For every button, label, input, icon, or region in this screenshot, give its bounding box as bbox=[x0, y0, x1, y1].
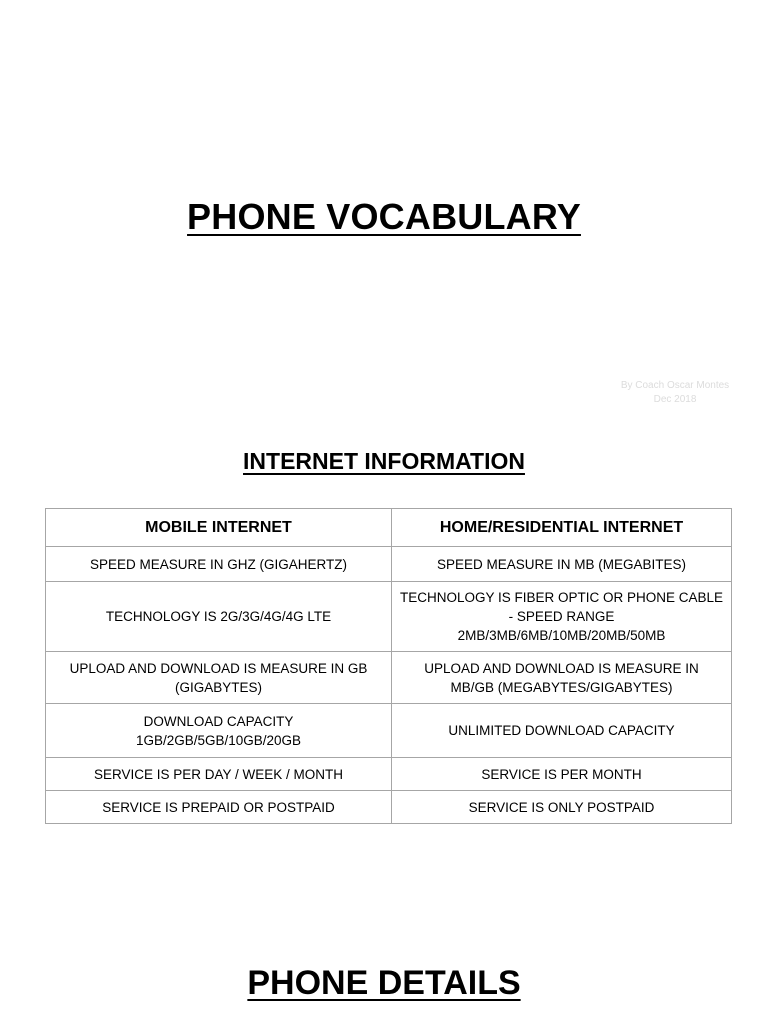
table-cell-home bbox=[392, 582, 732, 652]
table-cell-home bbox=[392, 547, 732, 582]
section-title-internet-information: INTERNET INFORMATION bbox=[243, 448, 525, 474]
author-byline bbox=[600, 379, 750, 407]
cell-text-line: SERVICE IS PER MONTH bbox=[481, 766, 642, 782]
author-date: Dec 2018 bbox=[653, 394, 697, 405]
cell-text-line: - SPEED RANGE bbox=[508, 609, 615, 624]
author-name: By Coach Oscar Montes bbox=[620, 380, 730, 391]
table-row bbox=[46, 652, 732, 704]
column-header-mobile-internet: MOBILE INTERNET bbox=[46, 509, 392, 547]
cell-text-line: UNLIMITED DOWNLOAD CAPACITY bbox=[448, 723, 675, 738]
cell-text-line: SPEED MEASURE IN GHZ (GIGAHERTZ) bbox=[89, 556, 348, 572]
cell-text-line: TECHNOLOGY IS 2G/3G/4G/4G LTE bbox=[105, 609, 332, 624]
cell-text-line: 2MB/3MB/6MB/10MB/20MB/50MB bbox=[457, 628, 666, 643]
cell-text-line: SPEED MEASURE IN MB (MEGABITES) bbox=[436, 556, 687, 572]
table-cell-home bbox=[392, 704, 732, 758]
internet-comparison-table bbox=[45, 508, 732, 824]
table-row bbox=[46, 704, 732, 758]
table-cell-mobile bbox=[46, 791, 392, 824]
column-header-home-internet: HOME/RESIDENTIAL INTERNET bbox=[392, 509, 732, 547]
table-body bbox=[46, 547, 732, 824]
table-header-row bbox=[46, 509, 732, 547]
cell-text-line: SERVICE IS PREPAID OR POSTPAID bbox=[102, 799, 335, 815]
cell-text-line: SERVICE IS ONLY POSTPAID bbox=[468, 799, 655, 815]
cell-text-line: TECHNOLOGY IS FIBER OPTIC OR PHONE CABLE bbox=[399, 590, 724, 605]
cell-text-line: (GIGABYTES) bbox=[174, 679, 262, 695]
table-cell-mobile bbox=[46, 652, 392, 704]
cell-text-line: DOWNLOAD CAPACITY bbox=[143, 713, 294, 729]
table-row bbox=[46, 791, 732, 824]
table-row bbox=[46, 582, 732, 652]
table-row bbox=[46, 758, 732, 791]
table-cell-mobile bbox=[46, 547, 392, 582]
cell-text-line: SERVICE IS PER DAY / WEEK / MONTH bbox=[93, 766, 344, 782]
table-cell-mobile bbox=[46, 758, 392, 791]
page-title: PHONE VOCABULARY bbox=[187, 196, 581, 237]
cell-text-line: 1GB/2GB/5GB/10GB/20GB bbox=[135, 732, 302, 748]
table-cell-mobile bbox=[46, 704, 392, 758]
table-cell-home bbox=[392, 758, 732, 791]
table-cell-home bbox=[392, 791, 732, 824]
cell-text-line: UPLOAD AND DOWNLOAD IS MEASURE IN GB bbox=[69, 660, 368, 676]
cell-text-line: UPLOAD AND DOWNLOAD IS MEASURE IN bbox=[424, 660, 699, 676]
section-title-phone-details: PHONE DETAILS bbox=[247, 964, 521, 1002]
table-cell-home bbox=[392, 652, 732, 704]
table-cell-mobile bbox=[46, 582, 392, 652]
table-row bbox=[46, 547, 732, 582]
cell-text-line: MB/GB (MEGABYTES/GIGABYTES) bbox=[450, 679, 673, 695]
